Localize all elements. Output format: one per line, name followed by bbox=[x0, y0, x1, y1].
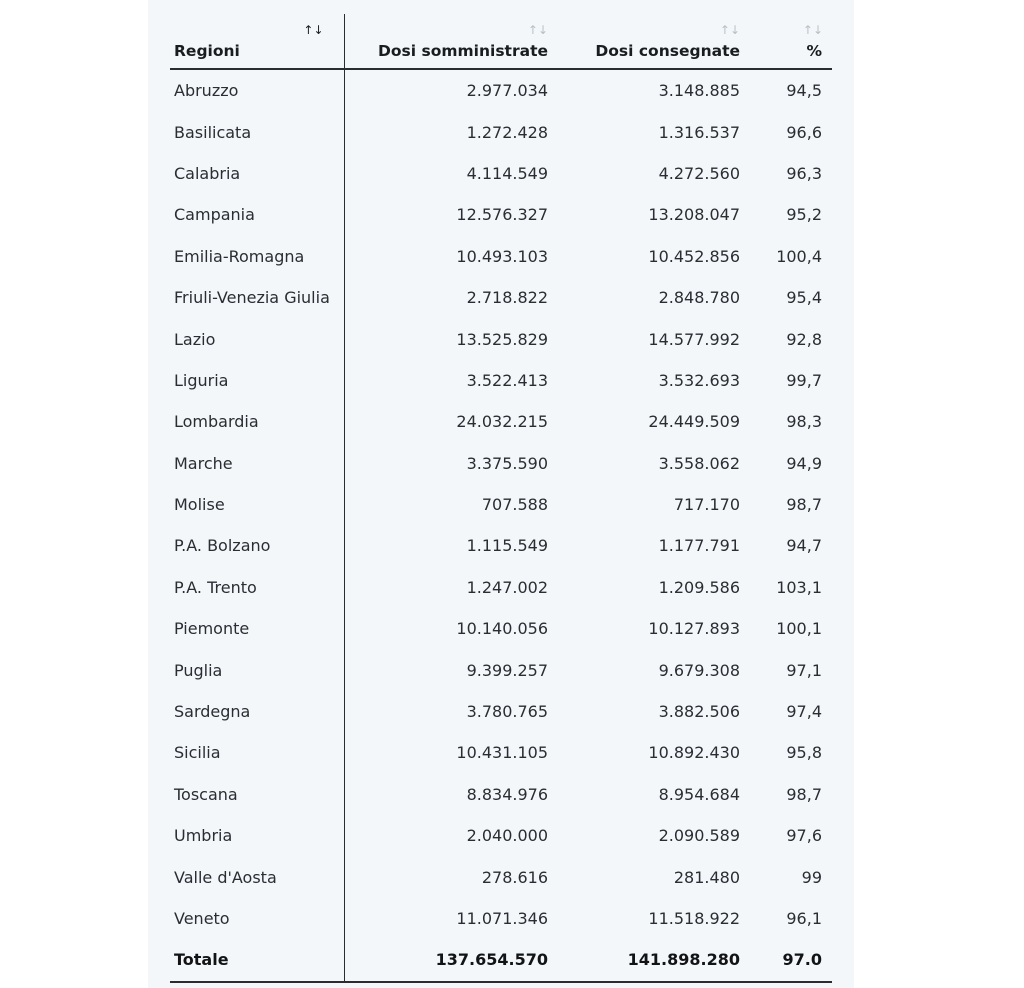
cell-administered: 12.576.327 bbox=[456, 205, 548, 225]
cell-percent: 96,3 bbox=[786, 163, 822, 183]
table-row bbox=[170, 401, 832, 442]
cell-administered: 9.399.257 bbox=[466, 660, 548, 680]
total-percent: 97.0 bbox=[749, 939, 832, 981]
cell-delivered: 3.882.506 bbox=[658, 702, 740, 722]
table-header-row bbox=[170, 14, 832, 69]
cell-administered: 278.616 bbox=[481, 867, 548, 887]
sort-arrows-icon[interactable]: ↑↓ bbox=[527, 23, 548, 37]
column-header-regions[interactable] bbox=[170, 14, 344, 69]
table-row bbox=[170, 153, 832, 194]
vaccine-doses-table bbox=[170, 14, 832, 983]
cell-region: Lazio bbox=[170, 318, 344, 359]
column-header-delivered[interactable] bbox=[557, 14, 749, 69]
cell-percent: 97,1 bbox=[786, 660, 822, 680]
cell-region: Lombardia bbox=[170, 401, 344, 442]
sort-arrows-icon[interactable]: ↑↓ bbox=[303, 23, 324, 37]
cell-delivered: 10.127.893 bbox=[648, 619, 740, 639]
table-row bbox=[170, 360, 832, 401]
cell-percent: 100,4 bbox=[776, 246, 822, 266]
table-row bbox=[170, 774, 832, 815]
table-row bbox=[170, 194, 832, 235]
cell-delivered: 1.316.537 bbox=[658, 122, 740, 142]
cell-percent: 98,3 bbox=[786, 412, 822, 432]
table-row bbox=[170, 111, 832, 152]
cell-region: P.A. Trento bbox=[170, 567, 344, 608]
cell-percent: 92,8 bbox=[786, 329, 822, 349]
table-row bbox=[170, 856, 832, 897]
cell-percent: 95,2 bbox=[786, 205, 822, 225]
cell-delivered: 717.170 bbox=[673, 495, 740, 515]
column-header-label: Dosi consegnate bbox=[595, 42, 740, 60]
cell-region: Abruzzo bbox=[170, 69, 344, 111]
cell-administered: 1.247.002 bbox=[466, 577, 548, 597]
total-label: Totale bbox=[170, 939, 344, 981]
cell-delivered: 281.480 bbox=[673, 867, 740, 887]
cell-percent: 99,7 bbox=[786, 370, 822, 390]
cell-administered: 707.588 bbox=[481, 495, 548, 515]
table-row bbox=[170, 443, 832, 484]
cell-administered: 13.525.829 bbox=[456, 329, 548, 349]
table-row bbox=[170, 732, 832, 773]
cell-region: Puglia bbox=[170, 649, 344, 690]
column-header-label: Regioni bbox=[174, 42, 240, 60]
cell-region: Friuli-Venezia Giulia bbox=[170, 277, 344, 318]
cell-administered: 10.431.105 bbox=[456, 743, 548, 763]
cell-delivered: 1.209.586 bbox=[658, 577, 740, 597]
table-row bbox=[170, 69, 832, 111]
cell-region: Campania bbox=[170, 194, 344, 235]
cell-region: Marche bbox=[170, 443, 344, 484]
cell-percent: 97,6 bbox=[786, 826, 822, 846]
cell-administered: 24.032.215 bbox=[456, 412, 548, 432]
cell-delivered: 8.954.684 bbox=[658, 784, 740, 804]
table-row bbox=[170, 277, 832, 318]
cell-delivered: 3.558.062 bbox=[658, 453, 740, 473]
cell-percent: 94,5 bbox=[786, 81, 822, 101]
cell-region: Basilicata bbox=[170, 111, 344, 152]
column-header-administered[interactable] bbox=[344, 14, 557, 69]
cell-region: Emilia-Romagna bbox=[170, 236, 344, 277]
table-row bbox=[170, 236, 832, 277]
cell-delivered: 2.848.780 bbox=[658, 288, 740, 308]
table-row bbox=[170, 649, 832, 690]
sort-arrows-icon[interactable]: ↑↓ bbox=[802, 23, 823, 37]
cell-region: Sicilia bbox=[170, 732, 344, 773]
cell-region: Liguria bbox=[170, 360, 344, 401]
cell-percent: 97,4 bbox=[786, 702, 822, 722]
cell-region: Umbria bbox=[170, 815, 344, 856]
cell-percent: 98,7 bbox=[786, 784, 822, 804]
cell-administered: 11.071.346 bbox=[456, 909, 548, 928]
cell-delivered: 10.452.856 bbox=[648, 246, 740, 266]
cell-administered: 2.040.000 bbox=[466, 826, 548, 846]
cell-delivered: 14.577.992 bbox=[648, 329, 740, 349]
cell-percent: 99 bbox=[801, 867, 822, 887]
cell-percent: 98,7 bbox=[786, 495, 822, 515]
cell-region: P.A. Bolzano bbox=[170, 525, 344, 566]
cell-percent: 96,1 bbox=[786, 909, 822, 928]
table-row bbox=[170, 691, 832, 732]
cell-percent: 95,4 bbox=[786, 288, 822, 308]
cell-region: Valle d'Aosta bbox=[170, 856, 344, 897]
cell-delivered: 24.449.509 bbox=[648, 412, 740, 432]
cell-region: Veneto bbox=[170, 898, 344, 939]
cell-region: Calabria bbox=[170, 153, 344, 194]
cell-delivered: 2.090.589 bbox=[658, 826, 740, 846]
cell-delivered: 11.518.922 bbox=[648, 909, 740, 928]
table-row bbox=[170, 898, 832, 939]
sort-arrows-icon[interactable]: ↑↓ bbox=[719, 23, 740, 37]
cell-administered: 2.718.822 bbox=[466, 288, 548, 308]
cell-region: Toscana bbox=[170, 774, 344, 815]
total-administered: 137.654.570 bbox=[344, 939, 557, 981]
table-row bbox=[170, 608, 832, 649]
column-header-label: % bbox=[806, 42, 822, 60]
column-header-label: Dosi somministrate bbox=[378, 42, 548, 60]
cell-administered: 4.114.549 bbox=[466, 163, 548, 183]
cell-percent: 95,8 bbox=[786, 743, 822, 763]
cell-region: Sardegna bbox=[170, 691, 344, 732]
table-row bbox=[170, 567, 832, 608]
cell-region: Molise bbox=[170, 484, 344, 525]
cell-percent: 94,9 bbox=[786, 453, 822, 473]
table-row bbox=[170, 318, 832, 359]
cell-delivered: 3.148.885 bbox=[658, 81, 740, 101]
cell-administered: 1.115.549 bbox=[466, 536, 548, 556]
cell-percent: 94,7 bbox=[786, 536, 822, 556]
table-row bbox=[170, 525, 832, 566]
cell-delivered: 13.208.047 bbox=[648, 205, 740, 225]
column-header-percent[interactable] bbox=[749, 14, 832, 69]
cell-administered: 8.834.976 bbox=[466, 784, 548, 804]
cell-administered: 3.780.765 bbox=[466, 702, 548, 722]
cell-delivered: 9.679.308 bbox=[658, 660, 740, 680]
cell-percent: 103,1 bbox=[776, 577, 822, 597]
table-row bbox=[170, 484, 832, 525]
cell-administered: 10.140.056 bbox=[456, 619, 548, 639]
cell-administered: 2.977.034 bbox=[466, 81, 548, 101]
cell-region: Piemonte bbox=[170, 608, 344, 649]
cell-delivered: 3.532.693 bbox=[658, 370, 740, 390]
table-total-row bbox=[170, 939, 832, 981]
table-row bbox=[170, 815, 832, 856]
cell-administered: 3.375.590 bbox=[466, 453, 548, 473]
cell-percent: 96,6 bbox=[786, 122, 822, 142]
cell-percent: 100,1 bbox=[776, 619, 822, 639]
total-delivered: 141.898.280 bbox=[557, 939, 749, 981]
cell-delivered: 1.177.791 bbox=[658, 536, 740, 556]
cell-delivered: 10.892.430 bbox=[648, 743, 740, 763]
cell-administered: 10.493.103 bbox=[456, 246, 548, 266]
cell-administered: 3.522.413 bbox=[466, 370, 548, 390]
cell-administered: 1.272.428 bbox=[466, 122, 548, 142]
table-body bbox=[170, 69, 832, 982]
cell-delivered: 4.272.560 bbox=[658, 163, 740, 183]
